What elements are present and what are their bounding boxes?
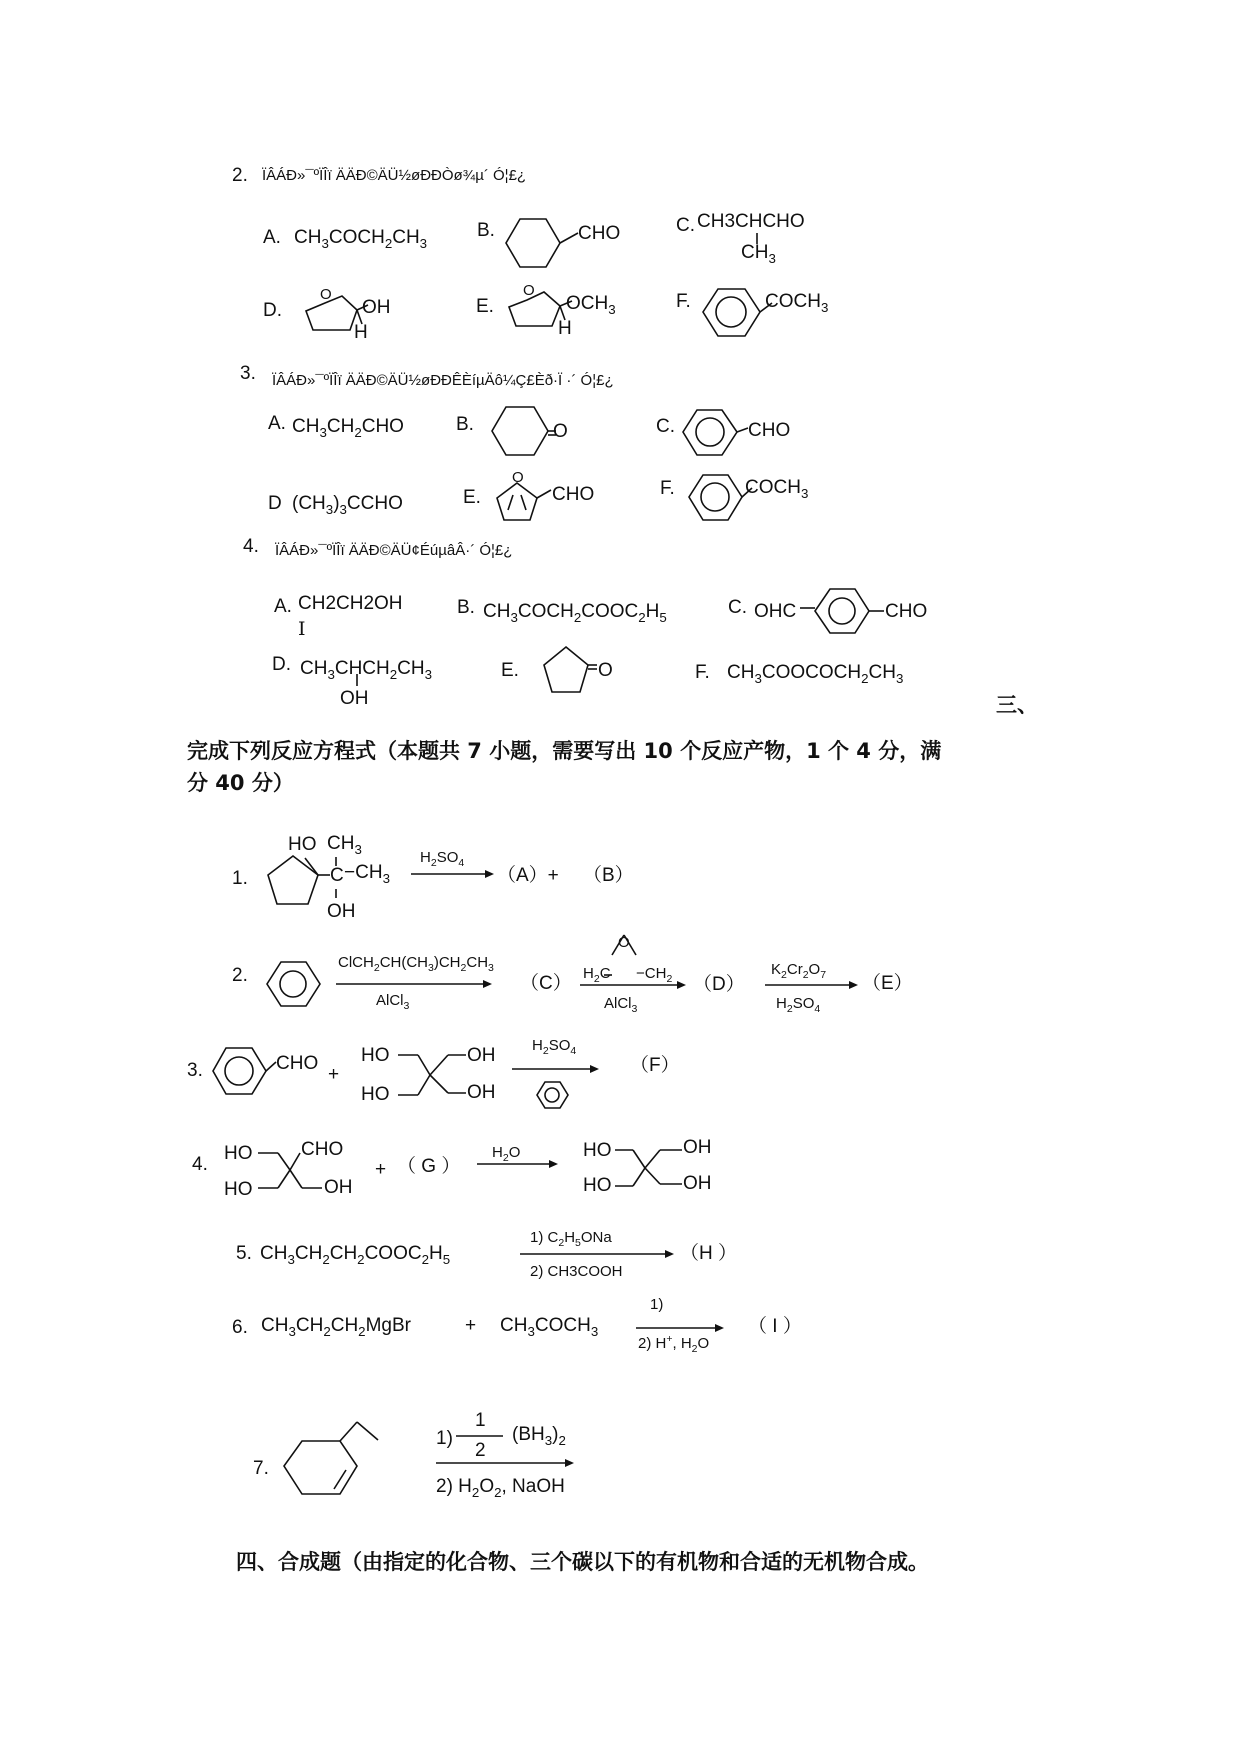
- option-label: F.: [695, 662, 710, 683]
- plus-sign: +: [465, 1315, 477, 1336]
- atom-label: HO: [224, 1179, 253, 1200]
- atom-label: O: [320, 286, 332, 303]
- furan-ring: [497, 483, 537, 520]
- formula: $CH_3COCH_2COOC_2H_5$: [483, 601, 667, 625]
- atom-label: O: [618, 934, 630, 951]
- reaction-number: 2.: [232, 965, 248, 986]
- option-label: C.: [656, 416, 675, 437]
- option-label: D: [268, 493, 282, 514]
- option-label: F.: [676, 291, 691, 312]
- reagent-label: 2) CH3COOH: [530, 1263, 623, 1280]
- reagent-label: $-CH_2$: [636, 965, 673, 985]
- option-label: B.: [457, 597, 475, 618]
- benzene-ring: [267, 962, 320, 1006]
- substituent-label: CHO: [748, 420, 791, 441]
- section-heading: 完成下列反应方程式（本题共 7 小题，需要写出 10 个反应产物，1 个 4 分，满: [187, 739, 942, 763]
- reaction-number: 3.: [187, 1060, 203, 1081]
- option-label: C.: [728, 597, 747, 618]
- reaction-number: 6.: [232, 1317, 248, 1338]
- question-number: 3.: [240, 363, 256, 384]
- option-label: B.: [456, 414, 474, 435]
- atom-label: OH: [340, 688, 369, 709]
- atom-label: H: [354, 322, 368, 343]
- option-label: E.: [501, 660, 519, 681]
- question-text: ÏÂÁÐ»¯ºÏÎï ÄÄÐ©ÄÜ¢ÉúµâÂ·´ Ó¦£¿: [275, 542, 513, 559]
- atom-label: I: [298, 618, 306, 640]
- reagent-label: $H_2O$: [492, 1144, 521, 1164]
- formula: CH2CH2OH: [298, 593, 403, 614]
- reagent-label: $(BH_3)_2$: [512, 1424, 566, 1448]
- question-number: 2.: [232, 165, 248, 186]
- formula: $(CH_3)_3CCHO$: [292, 493, 403, 517]
- atom-label: HO: [224, 1143, 253, 1164]
- product-placeholder: （E）: [862, 973, 913, 994]
- cyclopentane-ring: [268, 856, 318, 904]
- fraction-numerator: 1: [475, 1410, 486, 1431]
- option-label: F.: [660, 478, 675, 499]
- question-text: ÏÂÁÐ»¯ºÏÎï ÄÄÐ©ÄÜ½øÐÐÒø¾µ´ Ó¦£¿: [262, 167, 527, 184]
- atom-label: HO: [288, 834, 317, 855]
- atom-label: OH: [683, 1137, 712, 1158]
- atom-label: HO: [583, 1140, 612, 1161]
- section-heading: 四、合成题（由指定的化合物、三个碳以下的有机物和合适的无机物合成。: [236, 1550, 929, 1574]
- atom-label: O: [553, 421, 568, 442]
- atom-label: O: [598, 660, 613, 681]
- atom-label: OH: [467, 1045, 496, 1066]
- atom-label: H: [558, 318, 572, 339]
- product-placeholder: （C）: [520, 973, 572, 994]
- product-placeholder: （F）: [630, 1055, 680, 1076]
- atom-label: OH: [467, 1082, 496, 1103]
- benzene-ring: [537, 1082, 568, 1108]
- atom-label: HO: [583, 1175, 612, 1196]
- reactant-placeholder: （ G ）: [397, 1156, 461, 1177]
- benzene-ring: [683, 410, 737, 455]
- atom-label: O: [523, 282, 535, 299]
- product-placeholder: （ I ）: [748, 1316, 802, 1337]
- reagent-label: 1): [436, 1428, 453, 1449]
- option-label: C.: [676, 215, 695, 236]
- formula: $CH_3COCH_3$: [500, 1315, 599, 1339]
- benzene-ring: [689, 475, 742, 520]
- reagent-label: $H_2SO_4$: [532, 1037, 577, 1057]
- atom-label: OH: [362, 297, 391, 318]
- option-label: A.: [263, 227, 281, 248]
- reaction-number: 5.: [236, 1243, 252, 1264]
- question-text: ÏÂÁÐ»¯ºÏÎï ÄÄÐ©ÄÜ½øÐÐÊÈíµÄô¼Ç£Èð·Ï ·´ Ó¦£¿: [272, 372, 614, 389]
- option-label: D.: [272, 654, 291, 675]
- formula: $CH_3COCH_2CH_3$: [294, 227, 428, 251]
- benzene-ring: [703, 289, 760, 336]
- plus-sign: +: [328, 1064, 340, 1085]
- product-placeholder: （H ）: [680, 1243, 738, 1264]
- reaction-number: 4.: [192, 1154, 208, 1175]
- product-placeholder: （A）+: [497, 865, 559, 886]
- substituent-label: $COCH_3$: [745, 477, 809, 501]
- plus-sign: +: [375, 1159, 387, 1180]
- formula: $CH_3CHCH_2CH_3$: [300, 658, 433, 682]
- reagent-label: $H_2SO_4$: [776, 995, 821, 1015]
- atom-label: OH: [683, 1173, 712, 1194]
- substituent-label: CHO: [301, 1139, 344, 1160]
- substituent-label: CHO: [276, 1053, 319, 1074]
- substituent-label: OHC: [754, 601, 797, 622]
- substituent-label: CHO: [552, 484, 595, 505]
- formula: $CH_3COOCOCH_2CH_3$: [727, 662, 904, 686]
- reaction-number: 1.: [232, 868, 248, 889]
- section-number: 三、: [996, 693, 1038, 717]
- option-label: A.: [268, 413, 286, 434]
- section-heading-cont: 分 40 分）: [187, 771, 294, 795]
- benzene-ring: [815, 589, 869, 633]
- reagent-label: $ClCH_2CH(CH_3)CH_2CH_3$: [338, 954, 494, 974]
- question-number: 4.: [243, 536, 259, 557]
- cyclohexane-ring: [506, 219, 560, 267]
- substituent-label: $COCH_3$: [765, 291, 829, 315]
- atom-label: OH: [327, 901, 356, 922]
- formula: CH3CHCHO: [697, 211, 805, 232]
- option-label: B.: [477, 220, 495, 241]
- reagent-label: $H_2C$: [583, 965, 611, 985]
- reagent-label: $K_2Cr_2O_7$: [771, 961, 827, 981]
- reagent-label: AlCl$_3$: [376, 992, 410, 1012]
- substituent-label: CHO: [885, 601, 928, 622]
- cyclopentane-ring: [544, 647, 588, 692]
- reagent-label: 2) $H_2O_2$, NaOH: [436, 1476, 565, 1500]
- atom-label: HO: [361, 1084, 390, 1105]
- substituent-label: CHO: [578, 223, 621, 244]
- formula: $CH_3CH_2CHO$: [292, 416, 404, 440]
- fraction-denominator: 2: [475, 1440, 486, 1461]
- option-label: E.: [463, 487, 481, 508]
- reagent-label: AlCl$_3$: [604, 995, 638, 1015]
- formula: $CH_3$: [741, 242, 776, 266]
- option-label: A.: [274, 596, 292, 617]
- atom-label: C: [330, 865, 344, 886]
- formula: $CH_3CH_2CH_2COOC_2H_5$: [260, 1243, 451, 1267]
- reagent-label: 1) $C_2H_5ONa$: [530, 1229, 612, 1249]
- atom-label: OH: [324, 1177, 353, 1198]
- benzene-ring: [213, 1048, 266, 1094]
- product-placeholder: （D）: [693, 974, 745, 995]
- formula: $CH_3CH_2CH_2MgBr$: [261, 1315, 411, 1339]
- atom-label: $OCH_3$: [566, 293, 616, 317]
- atom-label: HO: [361, 1045, 390, 1066]
- cyclohexene-ring: [284, 1441, 357, 1494]
- option-label: E.: [476, 296, 494, 317]
- atom-label: $-CH_3$: [344, 862, 390, 886]
- reagent-label: 2) H+, $H_2O$: [638, 1333, 710, 1355]
- atom-label: $CH_3$: [327, 833, 362, 857]
- cyclohexane-ring: [492, 407, 548, 455]
- product-placeholder: （B）: [583, 865, 634, 886]
- reaction-number: 7.: [253, 1458, 269, 1479]
- reagent-label: $H_2SO_4$: [420, 849, 465, 869]
- reagent-label: 1): [650, 1296, 664, 1313]
- atom-label: O: [512, 469, 524, 486]
- option-label: D.: [263, 300, 282, 321]
